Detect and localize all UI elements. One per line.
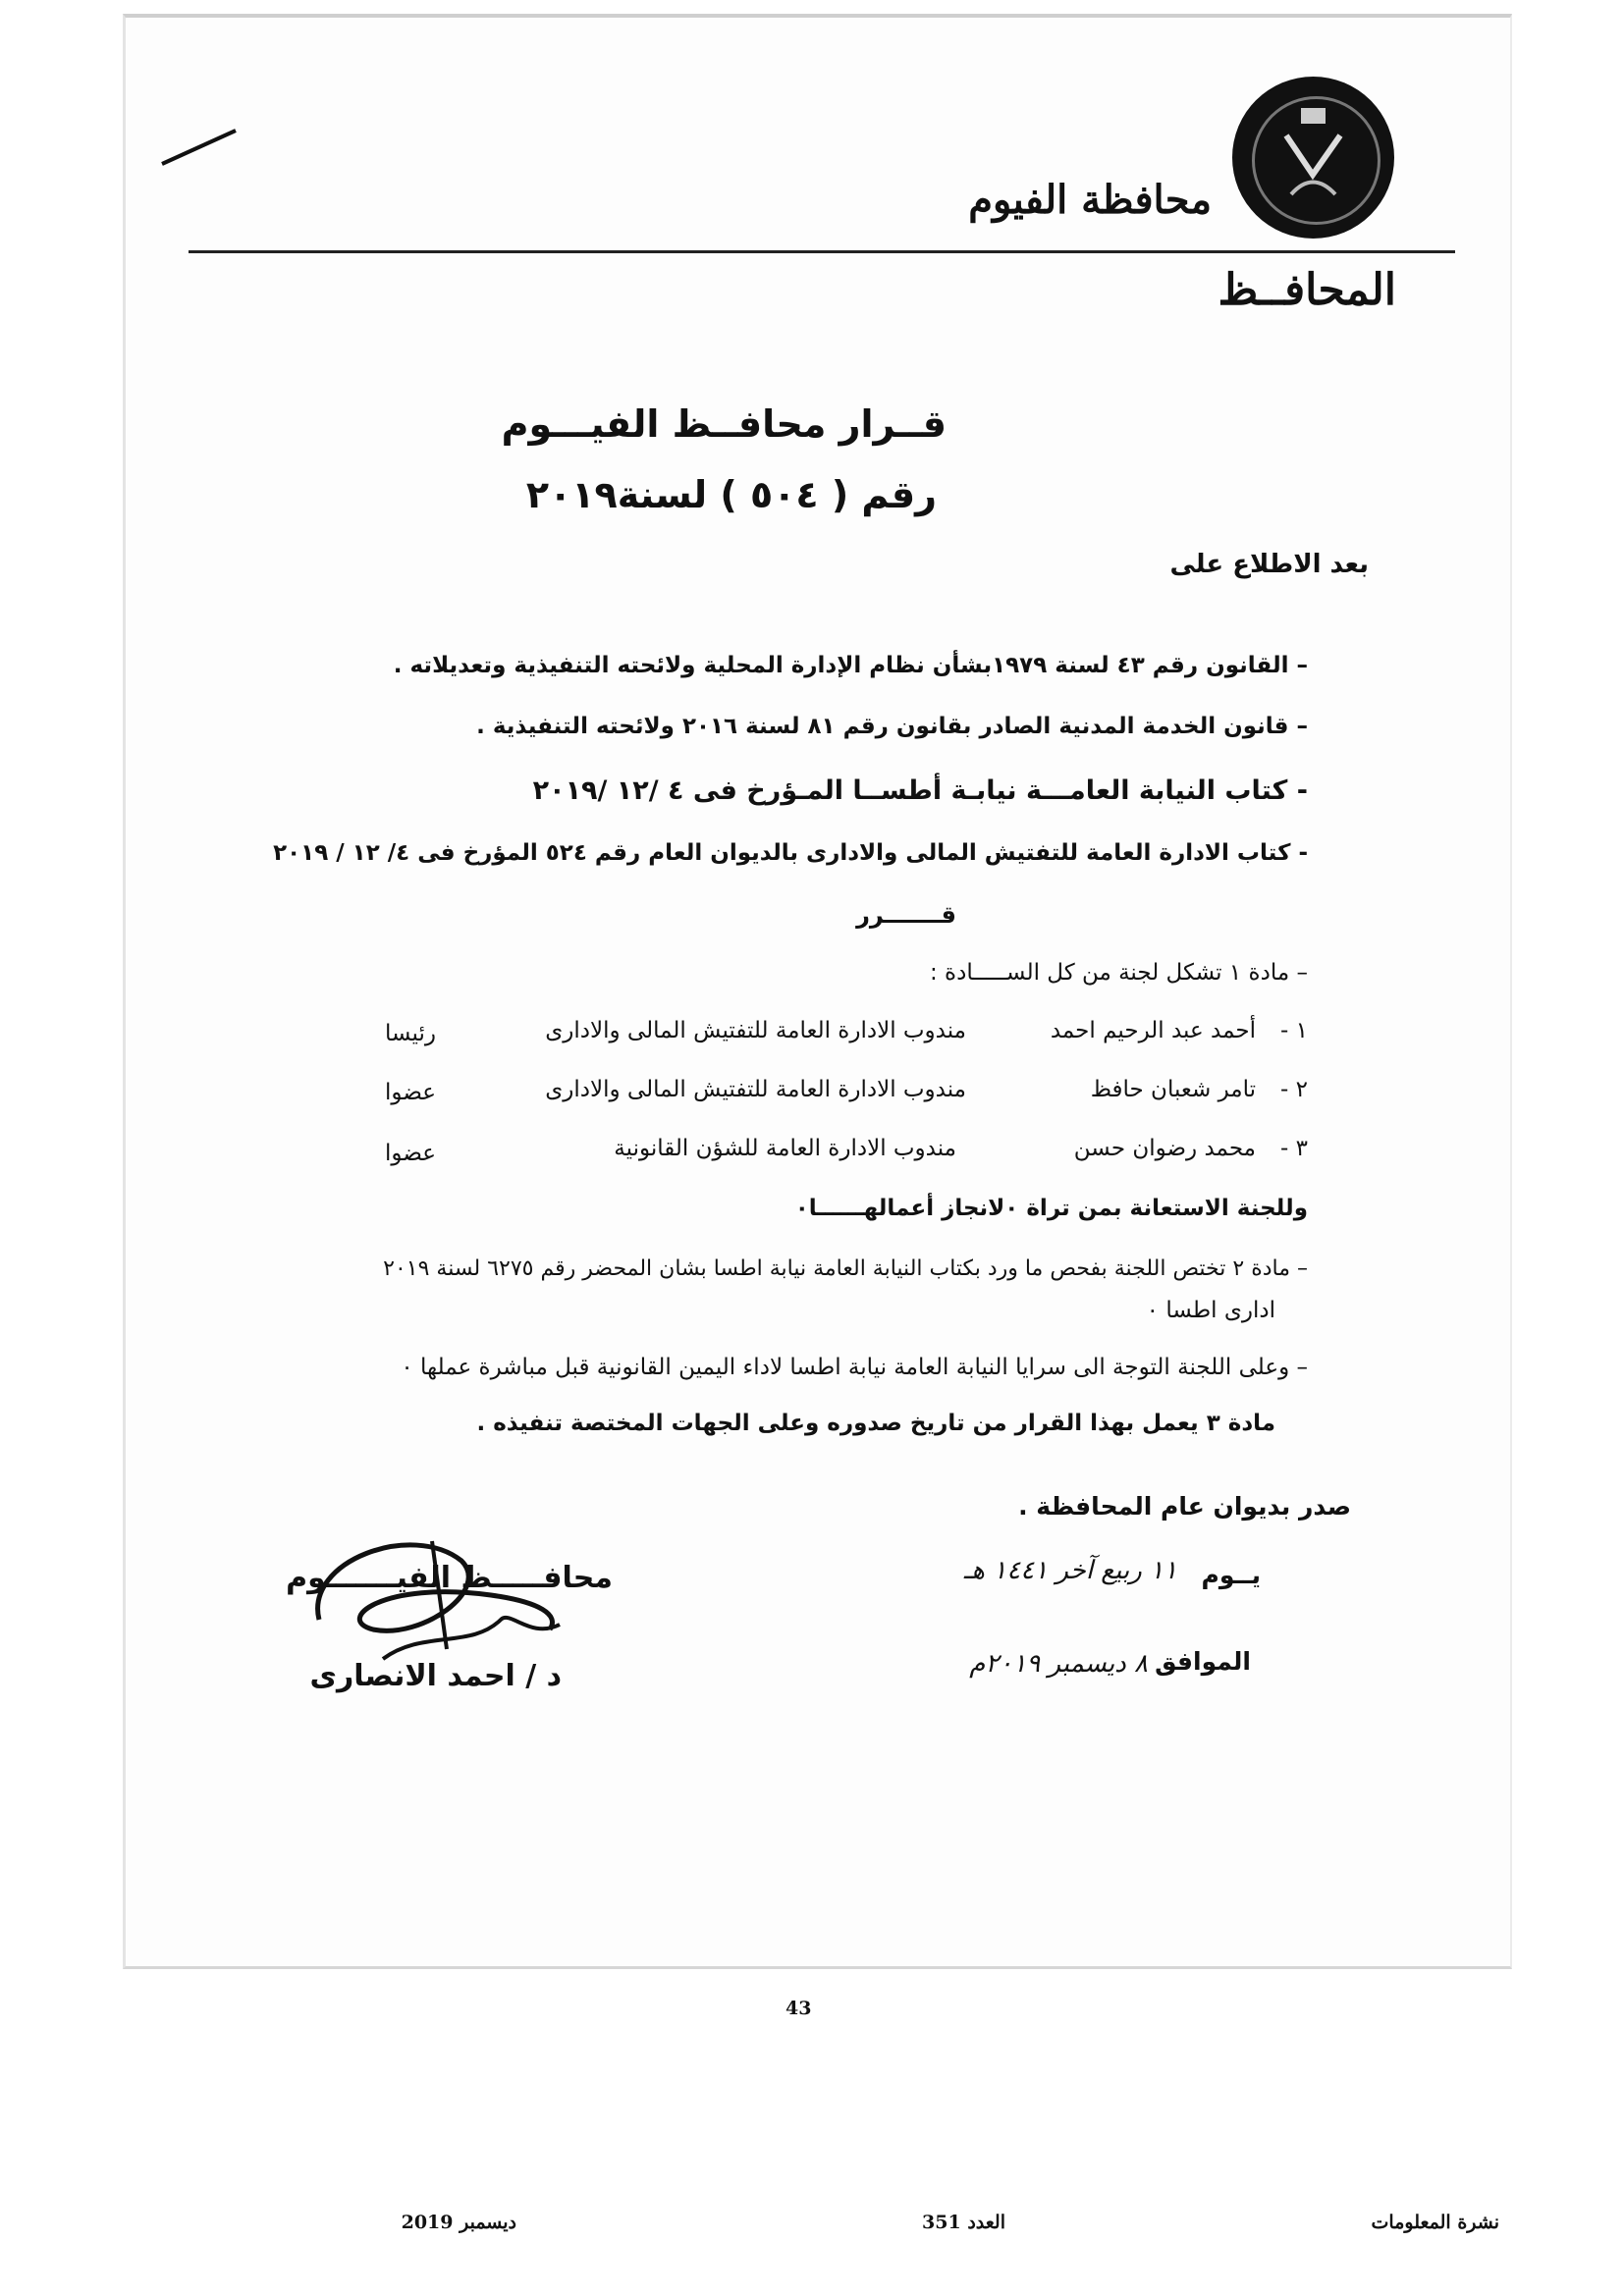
article-1-intro: – مادة ١ تشكل لجنة من كل الســـــادة : — [930, 960, 1308, 986]
footer-date: ديسمبر 2019 — [401, 2212, 516, 2233]
governorate-name: محافظة الفيوم — [968, 177, 1212, 223]
article-2-line-2: ادارى اطسا ٠ — [1146, 1298, 1275, 1323]
date-hijri: ١١ ربيع آخر ١٤٤١ هـ — [963, 1556, 1177, 1585]
signatory-title: محافـــــظ الفيـــــــوم — [286, 1561, 613, 1595]
article-3: مادة ٣ يعمل بهذا القرار من تاريخ صدوره وعلى الجهات المختصة تنفيذه . — [476, 1411, 1275, 1436]
member-name: أحمد عبد الرحيم احمد — [1050, 1018, 1256, 1043]
oath-clause: – وعلى اللجنة التوجة الى سرايا النيابة العامة نيابة اطسا لاداء اليمين القانونية قبل مباشرة عملها ٠ — [401, 1355, 1308, 1380]
article-2-line-1: – مادة ٢ تختص اللجنة بفحص ما ورد بكتاب النيابة العامة نيابة اطسا بشان المحضر رقم ٦٢٧٥ لسنة ٢٠١٩ — [383, 1256, 1308, 1281]
page-number: 43 — [785, 1998, 812, 2019]
date-gregorian-label: الموافق — [1155, 1647, 1251, 1676]
member-role: مندوب الادارة العامة للشؤن القانونية — [614, 1136, 956, 1161]
reference-prosecution-letter: - كتاب النيابة العامـــة نيابـة أطســا المـؤرخ فى ٤ /١٢ /٢٠١٩ — [532, 775, 1308, 806]
decree-title: قــرار محافــظ الفيـــوم — [501, 402, 947, 446]
member-role: مندوب الادارة العامة للتفتيش المالى والادارى — [545, 1077, 966, 1102]
member-position: رئيسا — [385, 1021, 436, 1046]
assistance-clause: وللجنة الاستعانة بمن تراة ٠لانجاز أعمالهــــــا٠ — [794, 1196, 1308, 1221]
decided-heading: قـــــــرر — [856, 901, 956, 929]
reference-inspection-letter: - كتاب الادارة العامة للتفتيش المالى والادارى بالديوان العام رقم ٥٢٤ المؤرخ فى ٤/ ١٢ / ٢٠١٩ — [273, 840, 1308, 866]
footer-publication: نشرة المعلومات — [1371, 2212, 1499, 2233]
signatory-name: د / احمد الانصارى — [309, 1659, 562, 1693]
member-number: ٣ - — [1280, 1136, 1308, 1161]
footer-issue: العدد 351 — [922, 2212, 1005, 2233]
intro-text: بعد الاطلاع على — [1169, 550, 1369, 579]
member-name: تامر شعبان حافظ — [1090, 1077, 1256, 1102]
member-role: مندوب الادارة العامة للتفتيش المالى والادارى — [545, 1018, 966, 1043]
member-number: ١ - — [1280, 1018, 1308, 1043]
member-position: عضوا — [385, 1141, 436, 1166]
decree-number: رقم ( ٥٠٤ ) لسنة٢٠١٩ — [525, 473, 937, 516]
pen-mark — [157, 123, 245, 172]
member-position: عضوا — [385, 1080, 436, 1105]
governorate-seal — [1232, 77, 1394, 239]
member-name: محمد رضوان حسن — [1073, 1136, 1256, 1161]
reference-law-81: – قانون الخدمة المدنية الصادر بقانون رقم ٨١ لسنة ٢٠١٦ ولائحته التنفيذية . — [476, 714, 1308, 739]
header-rule — [189, 250, 1455, 253]
reference-law-43: – القانون رقم ٤٣ لسنة ١٩٧٩بشأن نظام الإدارة المحلية ولائحته التنفيذية وتعديلاته . — [393, 653, 1308, 678]
member-number: ٢ - — [1280, 1077, 1308, 1102]
date-hijri-label: يــوم — [1201, 1561, 1261, 1589]
governor-office: المحافــظ — [1218, 265, 1396, 315]
issued-at: صدر بديوان عام المحافظة . — [1018, 1492, 1351, 1521]
date-gregorian: ٨ ديسمبر ٢٠١٩م — [969, 1649, 1148, 1679]
